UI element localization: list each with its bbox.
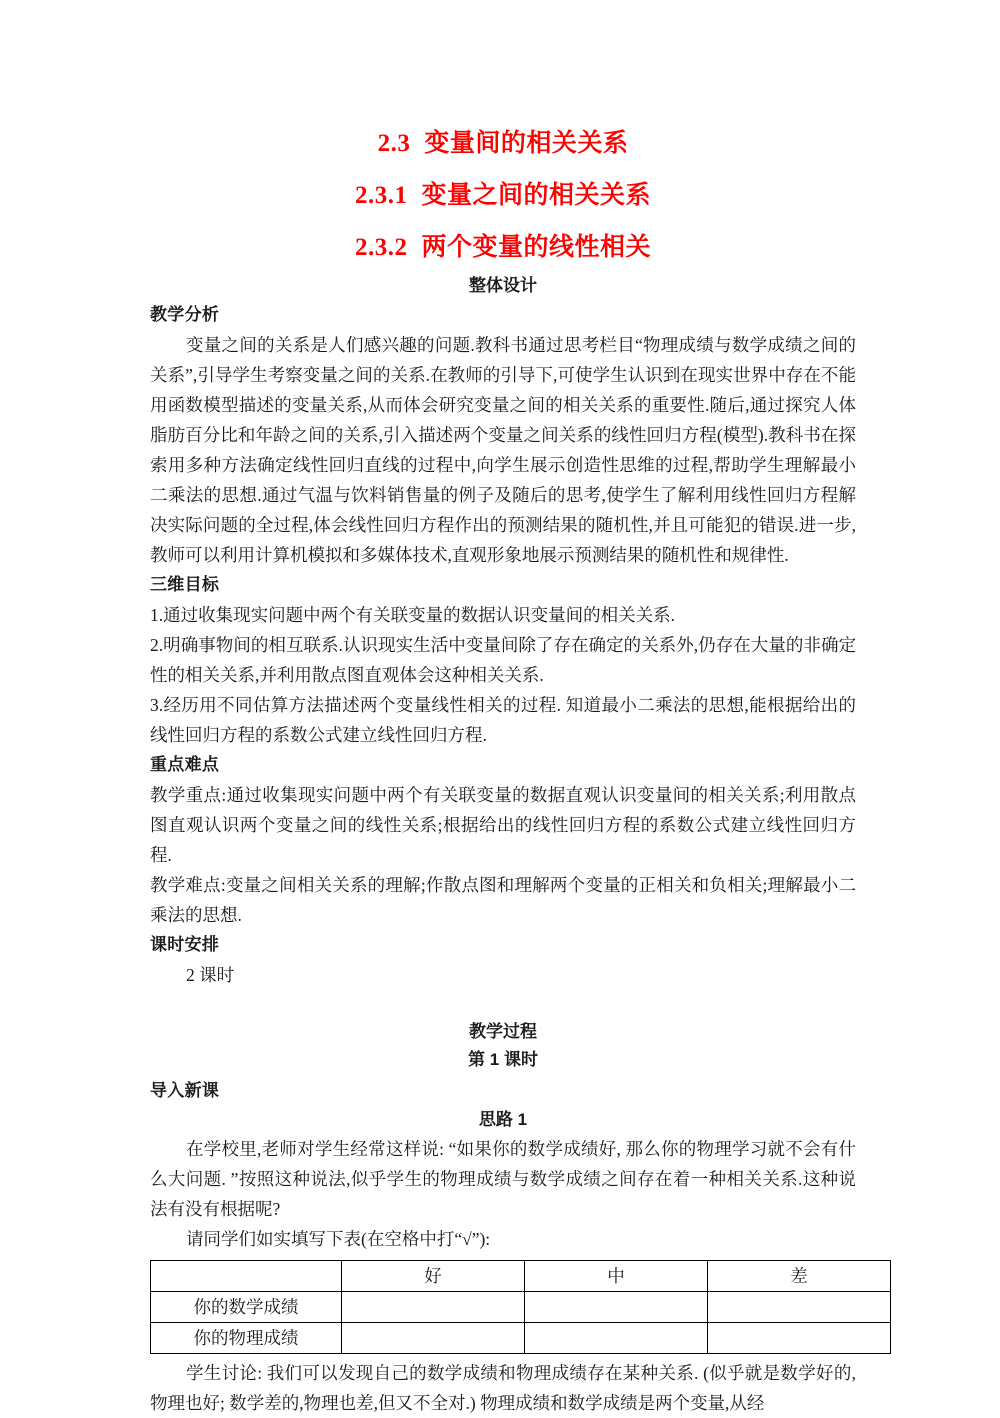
chapter-title: 变量间的相关关系 [424,130,629,157]
introduce-new-lesson-label: 导入新课 [150,1081,220,1100]
row-label-physics-grade: 你的物理成绩 [151,1323,342,1354]
overall-design-heading: 整体设计 [469,276,537,295]
table-header-good: 好 [342,1261,525,1292]
section-232-number: 2.3.2 [354,234,408,261]
three-dimensional-goals-label: 三维目标 [150,575,220,594]
table-header-medium: 中 [525,1261,708,1292]
section-231-heading [150,174,856,218]
teaching-key-point-paragraph: 教学重点:通过收集现实问题中两个有关联变量的数据直观认识变量间的相关关系;利用散点图直观认识两个变量之间的线性关系;根据给出的线性回归方程的系数公式建立线性回归方程. [150,785,856,865]
cell-physics-poor[interactable] [708,1323,891,1354]
class-schedule-value: 2 课时 [186,965,235,985]
grade-self-assessment-table [150,1260,891,1354]
section-231-title: 变量之间的相关关系 [421,182,651,209]
chapter-heading [150,122,856,166]
lesson-one-heading: 第 1 课时 [468,1050,538,1069]
cell-math-medium[interactable] [525,1292,708,1323]
teaching-difficulty-paragraph: 教学难点:变量之间相关关系的理解;作散点图和理解两个变量的正相关和负相关;理解最小二乘法的思想. [150,875,856,925]
intro-paragraph-2: 请同学们如实填写下表(在空格中打“√”): [186,1229,491,1249]
table-header-poor: 差 [708,1261,891,1292]
approach-one-heading: 思路 1 [478,1110,528,1129]
table-row [151,1323,891,1354]
table-header-row [151,1261,891,1292]
section-232-heading [150,226,856,270]
goal-item-1: 1.通过收集现实问题中两个有关联变量的数据认识变量间的相关关系. [150,605,675,625]
section-spacer [150,990,856,1018]
teaching-analysis-label: 教学分析 [150,305,220,324]
teaching-analysis-paragraph: 变量之间的关系是人们感兴趣的问题.教科书通过思考栏目“物理成绩与数学成绩之间的关系”,引导学生考察变量之间的关系.在教师的引导下,可使学生认识到在现实世界中存在不能用函数模型描述的变量关系,从而体会研究变量之间的相关关系的重要性.随后,通过探究人体脂肪百分比和年龄之间的关系,引入描述两个变量之间关系的线性回归方程(模型).教科书在探索用多种方法确定线性回归直线的过程中,向学生展示创造性思维的过程,帮助学生理解最小二乘法的思想.通过气温与饮料销售量的例子及随后的思考,使学生了解利用线性回归方程解决实际问题的全过程,体会线性回归方程作出的预测结果的随机性,并且可能犯的错误.进一步,教师可以利用计算机模拟和多媒体技术,直观形象地展示预测结果的随机性和规律性. [150,335,856,565]
table-header-blank [151,1261,342,1292]
row-label-math-grade: 你的数学成绩 [151,1292,342,1323]
student-discussion-paragraph: 学生讨论: 我们可以发现自己的数学成绩和物理成绩存在某种关系. (似乎就是数学好的,物理也好; 数学差的,物理也差,但又不全对.) 物理成绩和数学成绩是两个变量,从经 [150,1363,856,1413]
document-content [150,122,856,1418]
cell-physics-good[interactable] [342,1323,525,1354]
section-232-title: 两个变量的线性相关 [421,234,651,261]
key-points-label: 重点难点 [150,755,220,774]
teaching-process-heading: 教学过程 [469,1022,537,1041]
section-231-number: 2.3.1 [354,182,408,209]
cell-math-poor[interactable] [708,1292,891,1323]
goal-item-3: 3.经历用不同估算方法描述两个变量线性相关的过程. 知道最小二乘法的思想,能根据给出的线性回归方程的系数公式建立线性回归方程. [150,695,856,745]
cell-math-good[interactable] [342,1292,525,1323]
cell-physics-medium[interactable] [525,1323,708,1354]
chapter-number: 2.3 [377,130,411,157]
intro-paragraph-1: 在学校里,老师对学生经常这样说: “如果你的数学成绩好, 那么你的物理学习就不会有什么大问题. ”按照这种说法,似乎学生的物理成绩与数学成绩之间存在着一种相关关系.这种说法有没有根据呢? [150,1139,856,1219]
table-row [151,1292,891,1323]
goal-item-2: 2.明确事物间的相互联系.认识现实生活中变量间除了存在确定的关系外,仍存在大量的非确定性的相关关系,并利用散点图直观体会这种相关关系. [150,635,856,685]
class-schedule-label: 课时安排 [150,935,220,954]
